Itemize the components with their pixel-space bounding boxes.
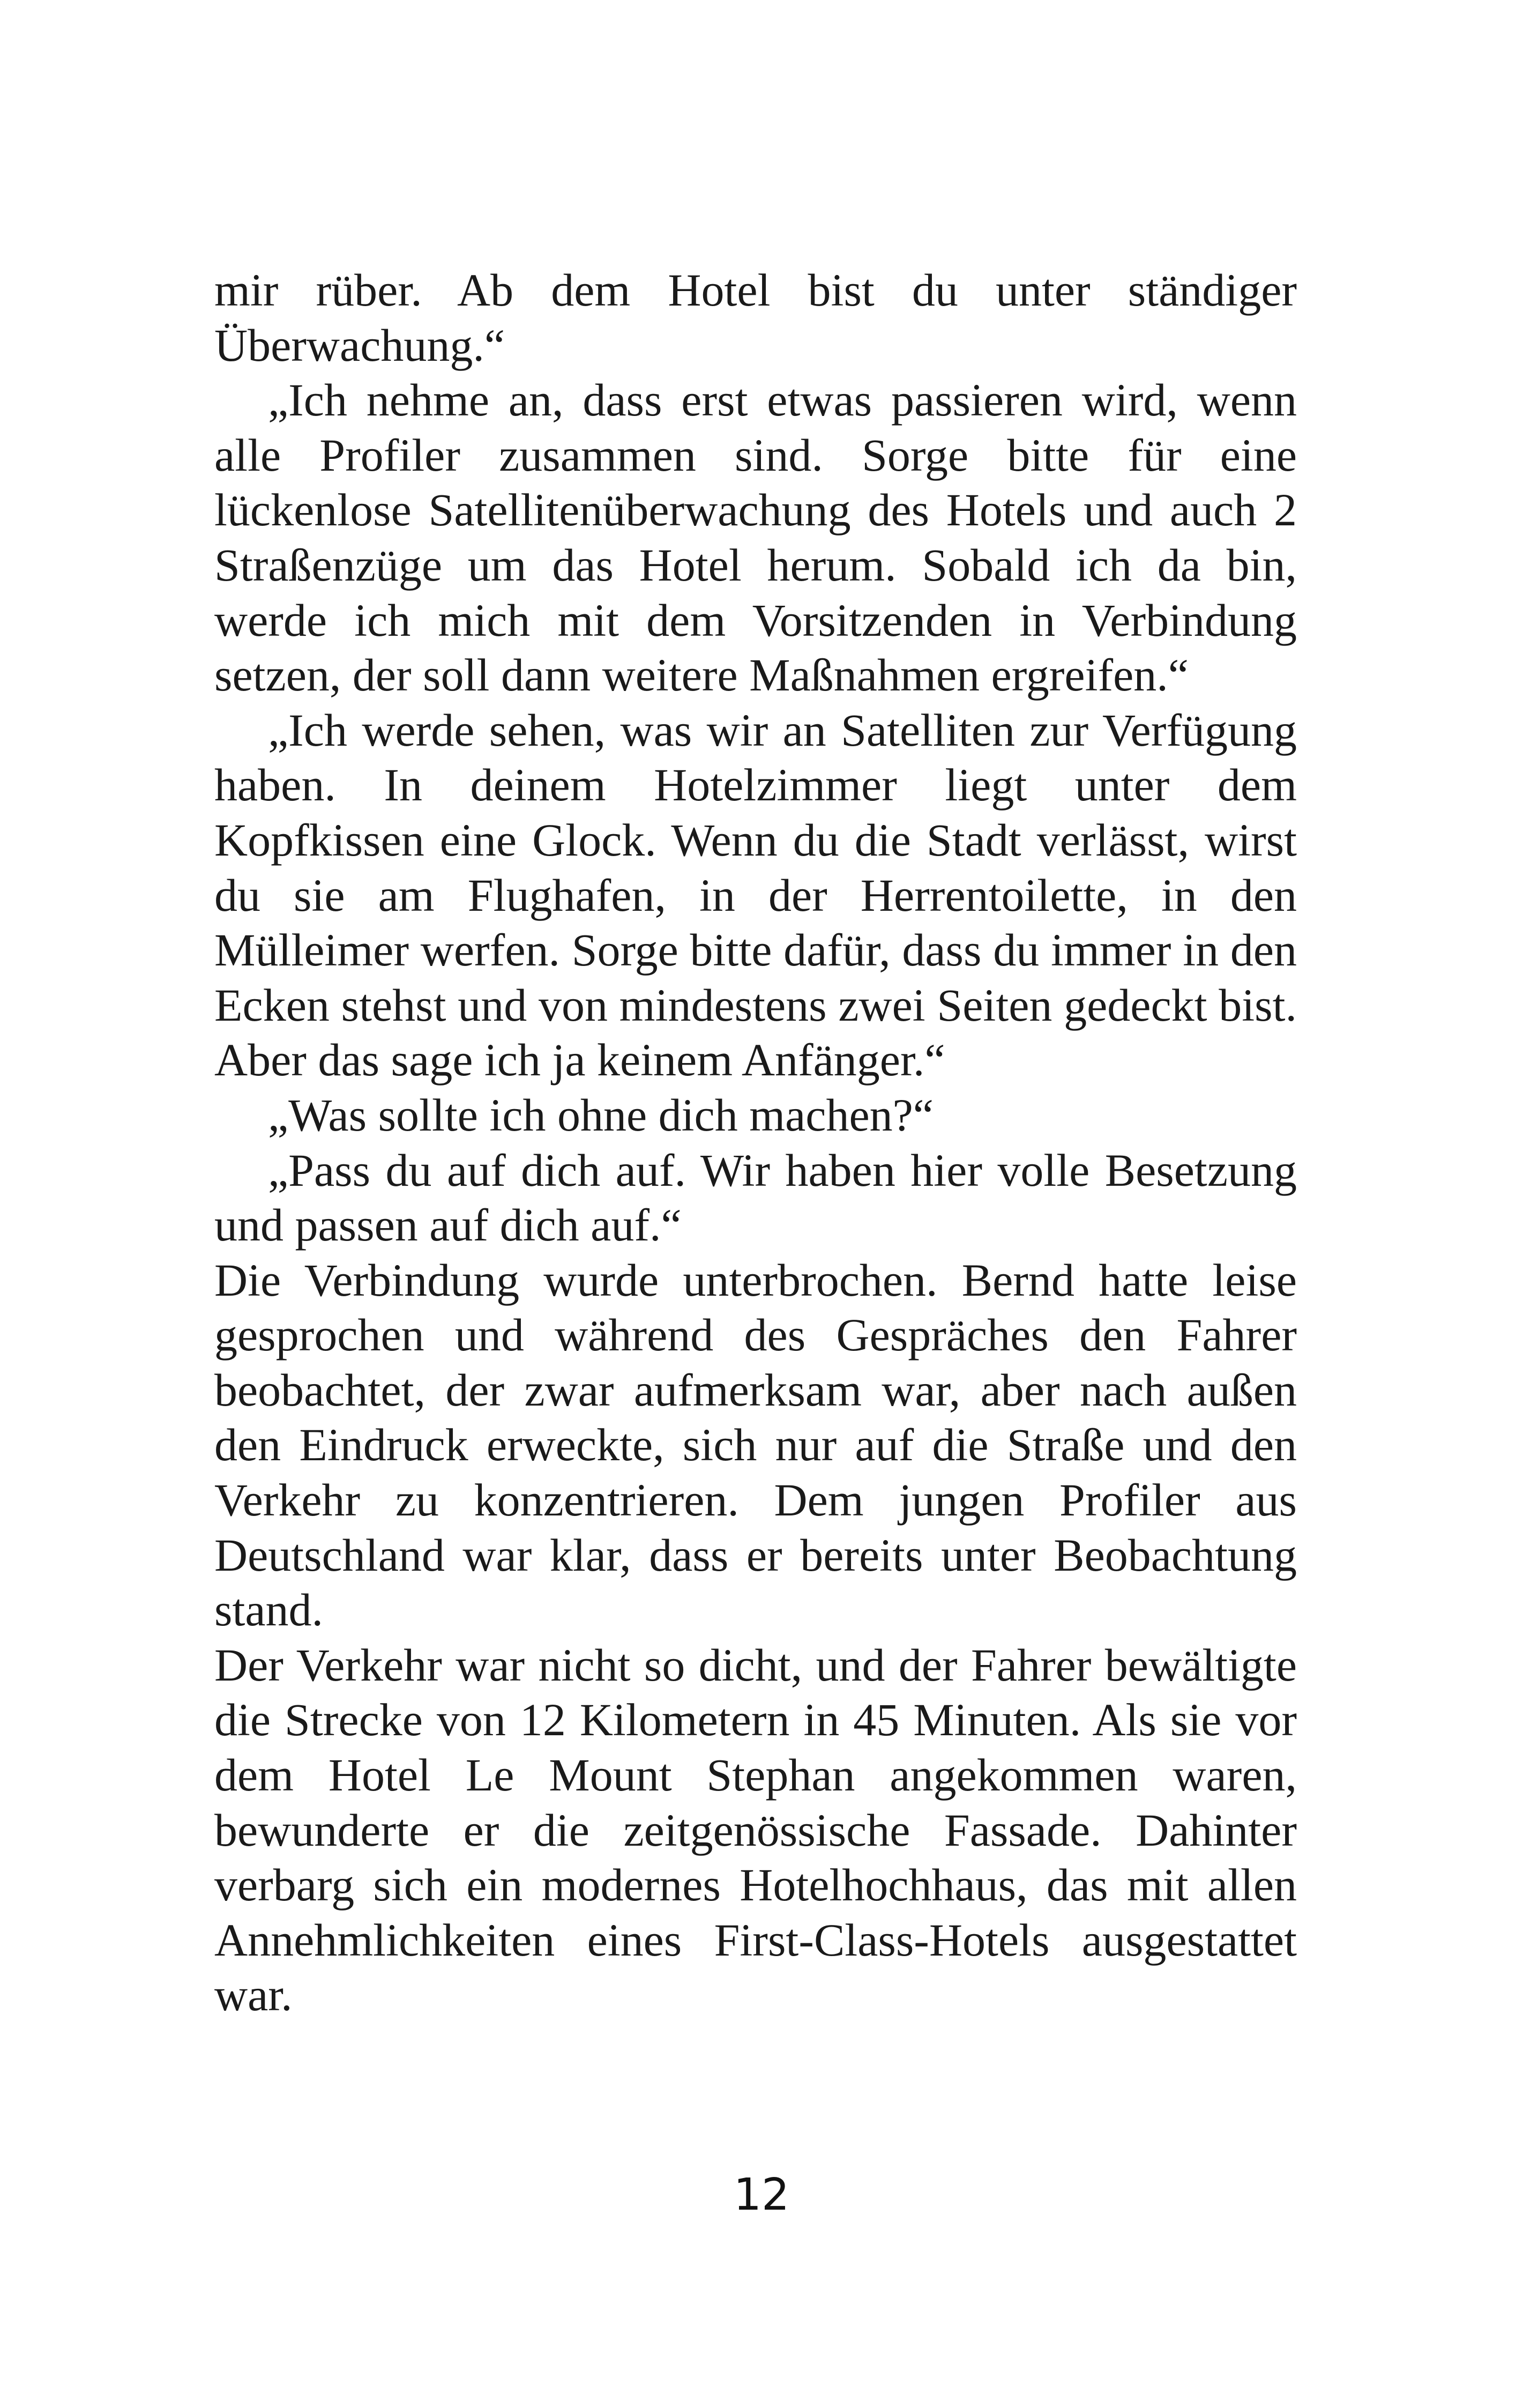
paragraph-dialogue-reply: „Pass du auf dich auf. Wir haben hier volle Besetzung und passen auf dich auf.“ (214, 1144, 1297, 1251)
paragraph-dialogue-question: „Was sollte ich ohne dich machen?“ (268, 1089, 934, 1141)
paragraph-continuation: mir rüber. Ab dem Hotel bist du unter ständiger Überwachung.“ (214, 264, 1297, 371)
paragraph-narration-hotel: Der Verkehr war nicht so dicht, und der Fahrer bewältigte die Strecke von 12 Kilometern in 45 Minuten. Als sie vor dem Hotel Le Mount Stephan angekommen waren, bewunderte er die zeitgenössische Fassade. Dahinter verbarg sich ein modernes Hotelhochhaus, das mit allen Annehmlichkeiten eines First-Class-Hotels ausgestattet war. (214, 1639, 1297, 2021)
body-text (214, 263, 1297, 2023)
page-number: 12 (733, 2169, 790, 2220)
paragraph-narration-connection: Die Verbindung wurde unterbrochen. Bernd hatte leise gesprochen und während des Gespräches den Fahrer beobachtet, der zwar aufmerksam war, aber nach außen den Eindruck erweckte, sich nur auf die Straße und den Verkehr zu konzentrieren. Dem jungen Profiler aus Deutschland war klar, dass er bereits unter Beobachtung stand. (214, 1254, 1297, 1636)
paragraph-dialogue-profiler: „Ich nehme an, dass erst etwas passieren wird, wenn alle Profiler zusammen sind. Sorge bitte für eine lückenlose Satellitenüberwachung des Hotels und auch 2 Straßenzüge um das Hotel herum. Sobald ich da bin, werde ich mich mit dem Vorsitzenden in Verbindung setzen, der soll dann weitere Maßnahmen ergreifen.“ (214, 374, 1297, 701)
paragraph-dialogue-satellites: „Ich werde sehen, was wir an Satelliten zur Verfügung haben. In deinem Hotelzimmer liegt unter dem Kopfkissen eine Glock. Wenn du die Stadt verlässt, wirst du sie am Flughafen, in der Herrentoilette, in den Mülleimer werfen. Sorge bitte dafür, dass du immer in den Ecken stehst und von mindestens zwei Seiten gedeckt bist. Aber das sage ich ja keinem Anfänger.“ (214, 704, 1297, 1086)
